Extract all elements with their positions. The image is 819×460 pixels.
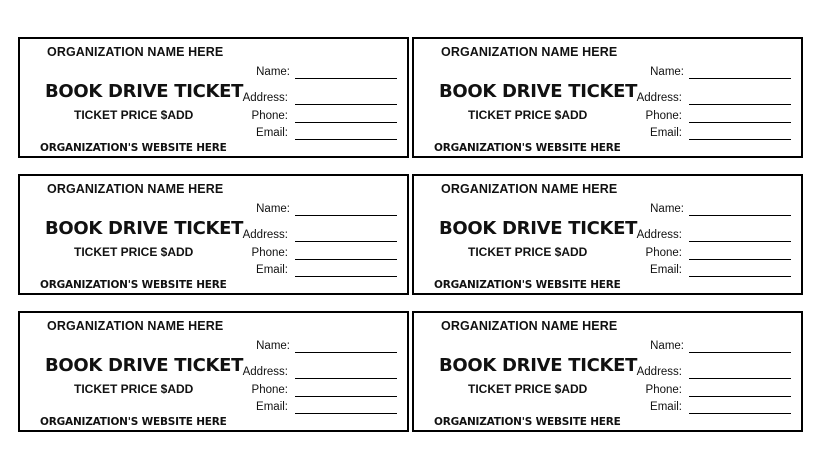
name-field[interactable] bbox=[689, 215, 791, 216]
organization-website: ORGANIZATION'S WEBSITE HERE bbox=[434, 142, 621, 154]
address-field[interactable] bbox=[689, 378, 791, 379]
email-label: Email: bbox=[650, 264, 682, 276]
phone-field[interactable] bbox=[295, 122, 397, 123]
organization-name: ORGANIZATION NAME HERE bbox=[47, 319, 224, 333]
organization-website: ORGANIZATION'S WEBSITE HERE bbox=[40, 416, 227, 428]
address-field[interactable] bbox=[689, 104, 791, 105]
name-field[interactable] bbox=[295, 215, 397, 216]
email-label: Email: bbox=[650, 127, 682, 139]
ticket-title: BOOK DRIVE TICKET bbox=[439, 355, 638, 376]
email-label: Email: bbox=[256, 127, 288, 139]
organization-name: ORGANIZATION NAME HERE bbox=[441, 182, 618, 196]
address-field[interactable] bbox=[689, 241, 791, 242]
phone-label: Phone: bbox=[251, 247, 288, 259]
email-field[interactable] bbox=[295, 413, 397, 414]
phone-label: Phone: bbox=[645, 247, 682, 259]
ticket-title: BOOK DRIVE TICKET bbox=[45, 218, 244, 239]
ticket-price: TICKET PRICE $ADD bbox=[468, 108, 588, 122]
phone-label: Phone: bbox=[645, 384, 682, 396]
email-field[interactable] bbox=[689, 413, 791, 414]
email-label: Email: bbox=[256, 401, 288, 413]
email-field[interactable] bbox=[295, 139, 397, 140]
ticket-price: TICKET PRICE $ADD bbox=[74, 382, 194, 396]
address-field[interactable] bbox=[295, 378, 397, 379]
address-field[interactable] bbox=[295, 104, 397, 105]
organization-website: ORGANIZATION'S WEBSITE HERE bbox=[40, 142, 227, 154]
phone-label: Phone: bbox=[251, 384, 288, 396]
organization-website: ORGANIZATION'S WEBSITE HERE bbox=[434, 416, 621, 428]
name-label: Name: bbox=[650, 66, 684, 78]
organization-website: ORGANIZATION'S WEBSITE HERE bbox=[434, 279, 621, 291]
ticket bbox=[18, 311, 409, 432]
ticket bbox=[412, 311, 803, 432]
email-label: Email: bbox=[650, 401, 682, 413]
ticket bbox=[18, 174, 409, 295]
address-field[interactable] bbox=[295, 241, 397, 242]
ticket-price: TICKET PRICE $ADD bbox=[74, 245, 194, 259]
email-field[interactable] bbox=[295, 276, 397, 277]
organization-name: ORGANIZATION NAME HERE bbox=[441, 319, 618, 333]
ticket bbox=[412, 37, 803, 158]
address-label: Address: bbox=[636, 366, 682, 378]
ticket-title: BOOK DRIVE TICKET bbox=[45, 81, 244, 102]
email-label: Email: bbox=[256, 264, 288, 276]
ticket-title: BOOK DRIVE TICKET bbox=[439, 218, 638, 239]
name-field[interactable] bbox=[689, 78, 791, 79]
address-label: Address: bbox=[242, 229, 288, 241]
ticket bbox=[412, 174, 803, 295]
name-label: Name: bbox=[256, 66, 290, 78]
phone-field[interactable] bbox=[295, 259, 397, 260]
phone-label: Phone: bbox=[251, 110, 288, 122]
name-label: Name: bbox=[256, 340, 290, 352]
name-field[interactable] bbox=[689, 352, 791, 353]
name-label: Name: bbox=[650, 340, 684, 352]
address-label: Address: bbox=[242, 366, 288, 378]
email-field[interactable] bbox=[689, 276, 791, 277]
ticket-title: BOOK DRIVE TICKET bbox=[45, 355, 244, 376]
organization-name: ORGANIZATION NAME HERE bbox=[441, 45, 618, 59]
name-label: Name: bbox=[256, 203, 290, 215]
organization-name: ORGANIZATION NAME HERE bbox=[47, 182, 224, 196]
name-label: Name: bbox=[650, 203, 684, 215]
email-field[interactable] bbox=[689, 139, 791, 140]
ticket bbox=[18, 37, 409, 158]
name-field[interactable] bbox=[295, 78, 397, 79]
phone-field[interactable] bbox=[689, 396, 791, 397]
ticket-price: TICKET PRICE $ADD bbox=[468, 382, 588, 396]
phone-field[interactable] bbox=[295, 396, 397, 397]
ticket-price: TICKET PRICE $ADD bbox=[74, 108, 194, 122]
organization-name: ORGANIZATION NAME HERE bbox=[47, 45, 224, 59]
address-label: Address: bbox=[636, 92, 682, 104]
ticket-price: TICKET PRICE $ADD bbox=[468, 245, 588, 259]
address-label: Address: bbox=[242, 92, 288, 104]
address-label: Address: bbox=[636, 229, 682, 241]
phone-field[interactable] bbox=[689, 122, 791, 123]
name-field[interactable] bbox=[295, 352, 397, 353]
organization-website: ORGANIZATION'S WEBSITE HERE bbox=[40, 279, 227, 291]
ticket-title: BOOK DRIVE TICKET bbox=[439, 81, 638, 102]
phone-field[interactable] bbox=[689, 259, 791, 260]
phone-label: Phone: bbox=[645, 110, 682, 122]
